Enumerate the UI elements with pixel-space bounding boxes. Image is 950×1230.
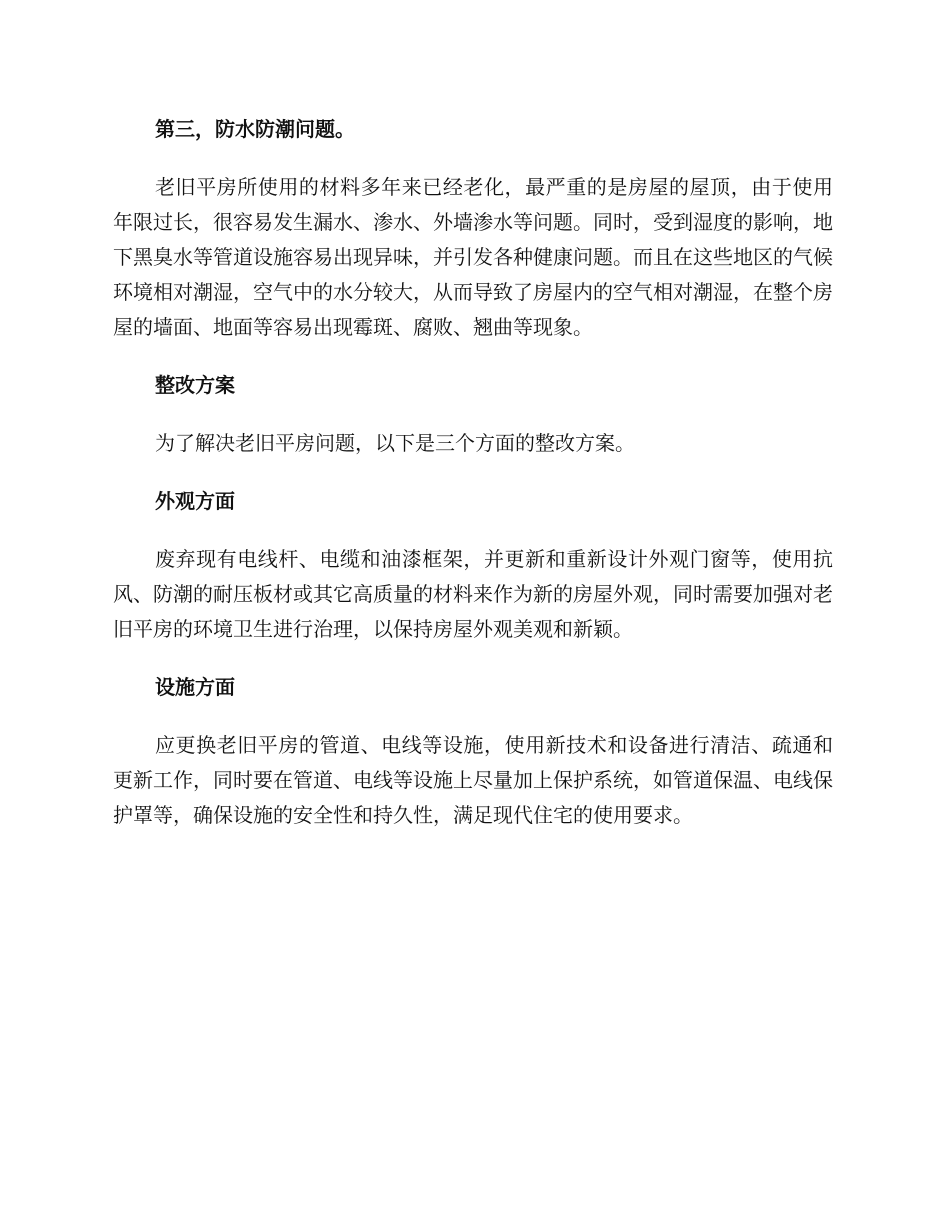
document-content [113, 112, 833, 833]
paragraph-waterproofing: 老旧平房所使用的材料多年来已经老化，最严重的是房屋的屋顶，由于使用年限过长，很容易发生漏水、渗水、外墙渗水等问题。同时，受到湿度的影响，地下黑臭水等管道设施容易出现异味，并引发各种健康问题。而且在这些地区的气候环境相对潮湿，空气中的水分较大，从而导致了房屋内的空气相对潮湿，在整个房屋的墙面、地面等容易出现霉斑、腐败、翘曲等现象。 [113, 175, 833, 339]
paragraph-facilities: 应更换老旧平房的管道、电线等设施，使用新技术和设备进行清洁、疏通和更新工作，同时要在管道、电线等设施上尽量加上保护系统，如管道保温、电线保护罩等，确保设施的安全性和持久性，满足现代住宅的使用要求。 [113, 733, 833, 827]
section-heading-rectification-plan: 整改方案 [155, 373, 235, 397]
section-heading-waterproofing: 第三，防水防潮问题。 [155, 117, 355, 141]
paragraph-exterior: 废弃现有电线杆、电缆和油漆框架，并更新和重新设计外观门窗等，使用抗风、防潮的耐压板材或其它高质量的材料来作为新的房屋外观，同时需要加强对老旧平房的环境卫生进行治理，以保持房屋外观美观和新颖。 [113, 547, 833, 641]
section-heading-facilities: 设施方面 [155, 675, 235, 699]
paragraph-plan-intro: 为了解决老旧平房问题，以下是三个方面的整改方案。 [155, 431, 635, 455]
section-heading-exterior: 外观方面 [155, 489, 235, 513]
